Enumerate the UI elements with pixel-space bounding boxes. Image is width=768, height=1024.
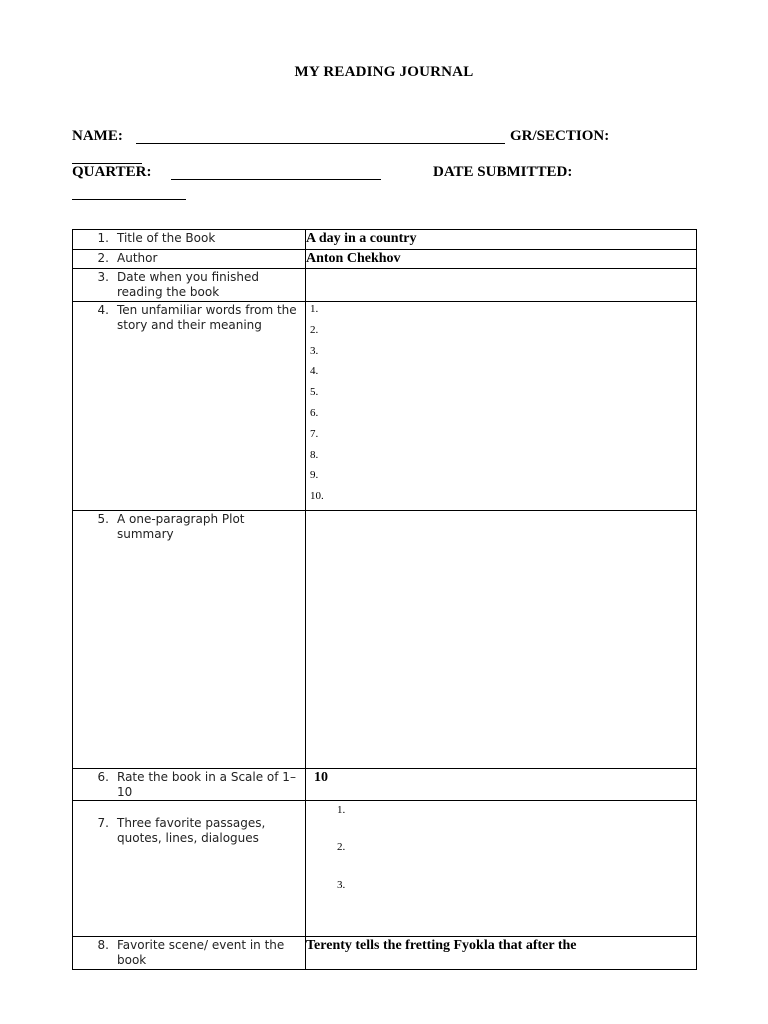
question-unfamiliar-words: Ten unfamiliar words from the story and their meaning (117, 303, 297, 332)
table-row (73, 800, 697, 936)
row-number: 2. (97, 251, 109, 265)
date-submitted-field[interactable] (72, 199, 186, 200)
table-row (73, 768, 697, 800)
row-number: 3. (97, 270, 109, 284)
word-item: 4. (310, 365, 319, 378)
row-number: 6. (97, 769, 109, 784)
word-item: 3. (310, 344, 319, 357)
answer-favorite-scene[interactable]: Terenty tells the fretting Fyokla that after the (306, 936, 697, 969)
question-title-of-book: Title of the Book (117, 231, 216, 245)
row-number: 4. (97, 303, 109, 317)
table-row (73, 250, 697, 269)
quarter-field[interactable] (171, 179, 381, 180)
word-item: 2. (310, 323, 319, 336)
row-number: 5. (97, 511, 109, 526)
word-item: 6. (310, 406, 319, 419)
question-favorite-scene: Favorite scene/ event in the book (117, 937, 285, 967)
answer-title-of-book[interactable]: A day in a country (306, 230, 697, 250)
answer-unfamiliar-words[interactable] (306, 302, 697, 511)
passage-item: 2. (337, 841, 346, 854)
word-item: 10. (310, 490, 324, 503)
word-item: 9. (310, 469, 319, 482)
table-row (73, 269, 697, 302)
grsection-label: GR/SECTION: (510, 128, 610, 144)
page-title: MY READING JOURNAL (294, 64, 474, 80)
question-date-finished: Date when you finished reading the book (117, 270, 259, 299)
answer-date-finished[interactable] (306, 269, 697, 302)
journal-table (72, 229, 697, 970)
passage-item: 3. (337, 878, 346, 891)
name-field[interactable] (136, 143, 505, 144)
word-item: 1. (310, 303, 319, 315)
answer-favorite-passages[interactable] (306, 800, 697, 936)
table-row (73, 510, 697, 768)
row-number: 7. (97, 815, 109, 830)
row-number: 1. (97, 231, 109, 245)
answer-author[interactable]: Anton Chekhov (306, 250, 697, 269)
question-plot-summary: A one-paragraph Plot summary (117, 511, 245, 541)
word-item: 8. (310, 448, 319, 461)
question-rating: Rate the book in a Scale of 1–10 (117, 769, 296, 799)
quarter-label: QUARTER: (72, 164, 152, 180)
table-row (73, 230, 697, 250)
passage-item: 1. (337, 803, 346, 816)
table-row (73, 302, 697, 511)
question-favorite-passages: Three favorite passages, quotes, lines, dialogues (117, 815, 266, 845)
table-row (73, 936, 697, 969)
row-number: 8. (97, 937, 109, 952)
answer-plot-summary[interactable] (306, 510, 697, 768)
date-submitted-label: DATE SUBMITTED: (433, 164, 573, 180)
name-label: NAME: (72, 128, 123, 144)
word-item: 5. (310, 386, 319, 399)
question-author: Author (117, 251, 158, 265)
word-item: 7. (310, 427, 319, 440)
answer-rating[interactable]: 10 (306, 768, 697, 800)
